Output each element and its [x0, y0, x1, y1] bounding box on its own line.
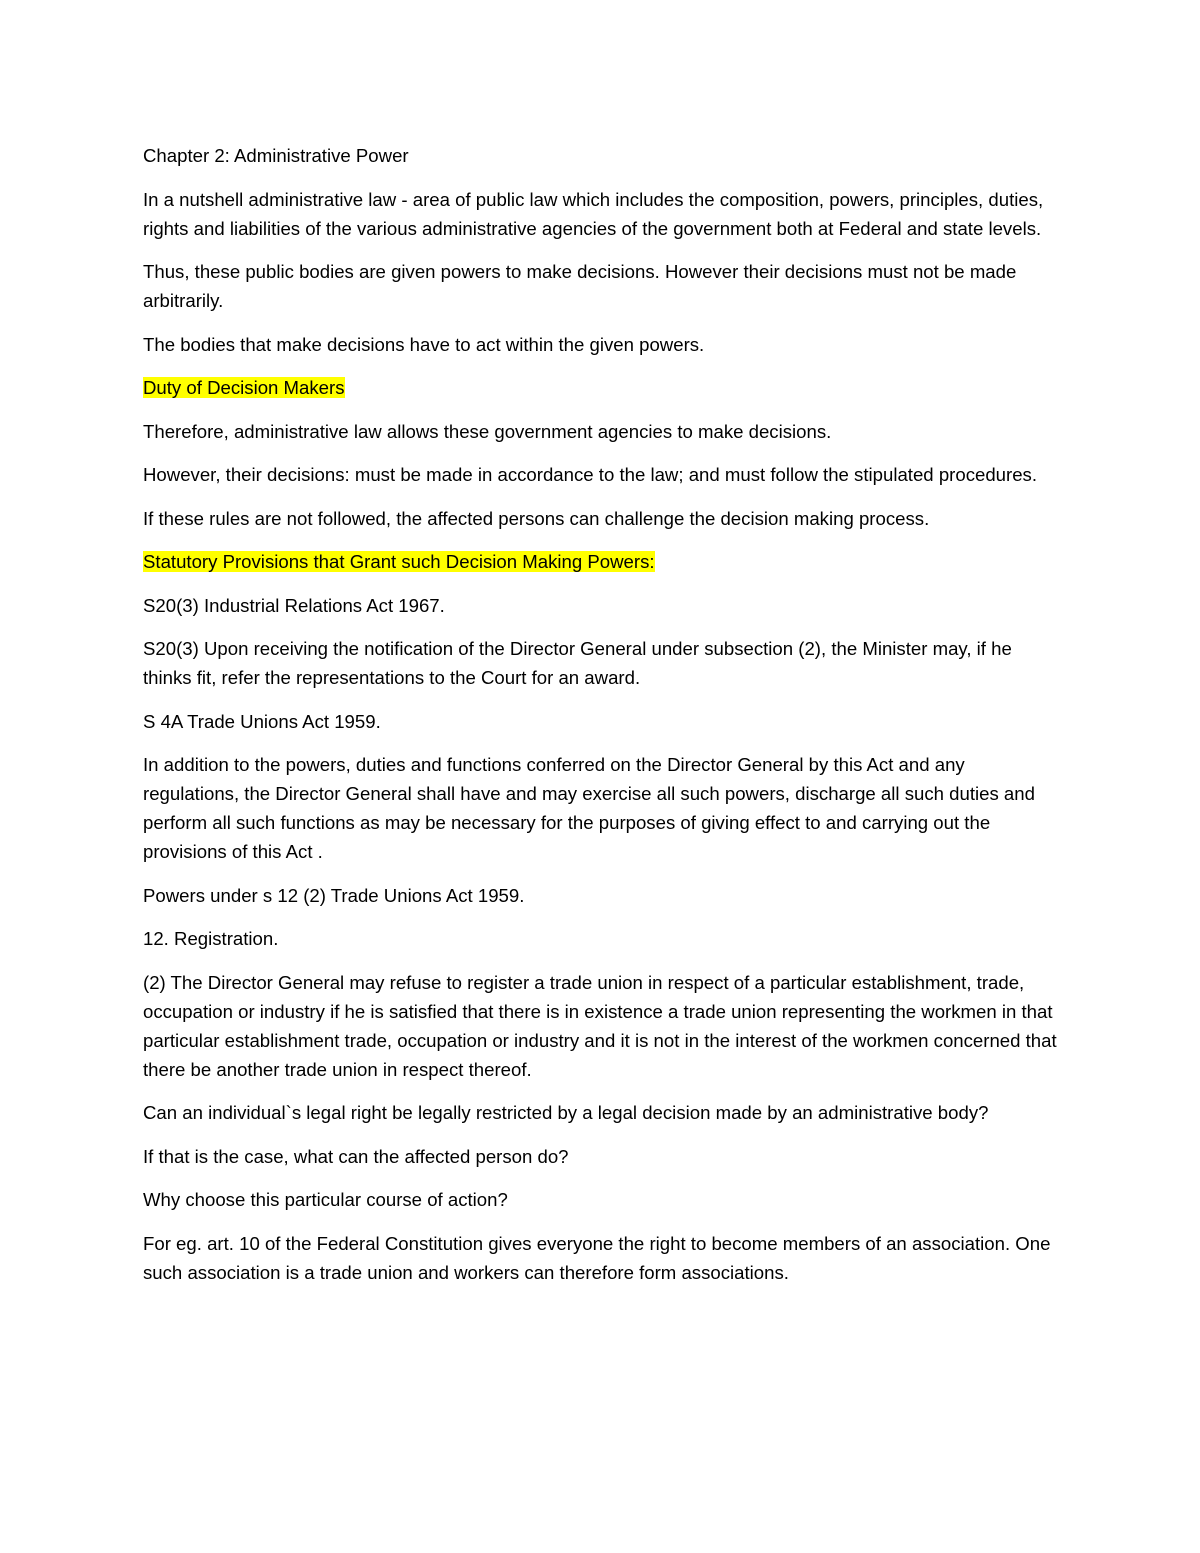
document-page [143, 141, 1063, 1301]
paragraph-s12-text: (2) The Director General may refuse to register a trade union in respect of a particular establishment, trade, occupation or industry if he is satisfied that there is in existence a trade union representing the workmen in that particular establishment trade, occupation or industry and it is not in the interest of the workmen concerned that there be another trade union in respect thereof. [143, 971, 1057, 1080]
paragraph-example: For eg. art. 10 of the Federal Constitution gives everyone the right to become members of an association. One such association is a trade union and workers can therefore form associations. [143, 1232, 1051, 1283]
paragraph-s20-title: S20(3) Industrial Relations Act 1967. [143, 594, 445, 616]
heading-duty-of-decision-makers [143, 373, 1063, 402]
chapter-title: Chapter 2: Administrative Power [143, 145, 409, 166]
paragraph-question-3: Why choose this particular course of action? [143, 1189, 508, 1210]
paragraph-s4a-text: In addition to the powers, duties and functions conferred on the Director General by this Act and any regulations, the Director General shall have and may exercise all such powers, discharge all such duties and perform all such functions as may be necessary for the purposes of giving effect to and carrying out the provisions of this Act . [143, 754, 1035, 862]
paragraph-however: However, their decisions: must be made in accordance to the law; and must follow the stipulated procedures. [143, 464, 1038, 485]
paragraph-rules-not-followed: If these rules are not followed, the affected persons can challenge the decision making process. [143, 507, 930, 529]
paragraph-question-1: Can an individual`s legal right be legally restricted by a legal decision made by an administrative body? [143, 1102, 989, 1123]
paragraph-registration: 12. Registration. [143, 928, 279, 949]
paragraph-s4a-title: S 4A Trade Unions Act 1959. [143, 710, 381, 732]
paragraph-question-2: If that is the case, what can the affected person do? [143, 1145, 569, 1167]
paragraph-act-within-powers: The bodies that make decisions have to act within the given powers. [143, 333, 705, 355]
paragraph-s20-text: S20(3) Upon receiving the notification of the Director General under subsection (2), the Minister may, if he thinks fit, refer the representations to the Court for an award. [143, 638, 1012, 688]
paragraph-s12-title: Powers under s 12 (2) Trade Unions Act 1959. [143, 884, 525, 906]
paragraph-public-bodies: Thus, these public bodies are given powers to make decisions. However their decisions must not be made arbitrarily. [143, 261, 1017, 311]
heading-statutory-provisions [143, 547, 1063, 576]
highlighted-heading: Duty of Decision Makers [143, 377, 345, 398]
highlighted-heading: Statutory Provisions that Grant such Decision Making Powers: [143, 551, 655, 572]
paragraph-nutshell: In a nutshell administrative law - area of public law which includes the composition, powers, principles, duties, rights and liabilities of the various administrative agencies of the government both at Federal and state levels. [143, 188, 1044, 239]
paragraph-therefore: Therefore, administrative law allows these government agencies to make decisions. [143, 420, 832, 442]
